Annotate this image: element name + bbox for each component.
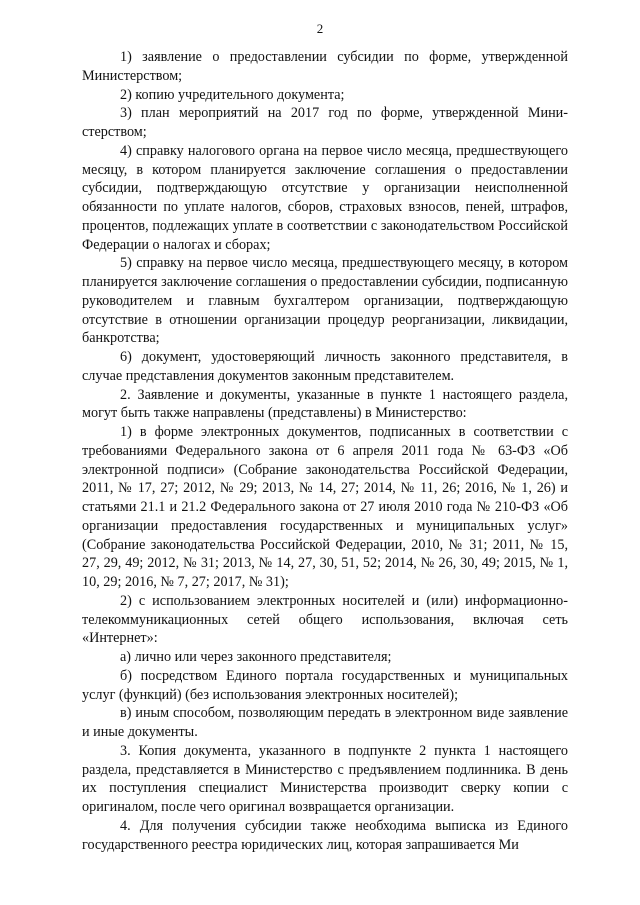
paragraph-section-2-item-2: 2) с использованием электронных носителей и (или) информационно-телекоммуникационных сетей общего использования, включая сеть «Интернет»: xyxy=(82,592,568,647)
paragraph-item-3: 3) план мероприятий на 2017 год по форме, утвержденной Министерством; xyxy=(82,105,568,140)
paragraph-item-6: 6) документ, удостоверяющий личность законного представителя, в случае представления документов законным представителем. xyxy=(82,349,568,384)
paragraph-item-1: 1) заявление о предоставлении субсидии по форме, утвержденной Министерством; xyxy=(82,49,568,84)
paragraph-item-4: 4) справку налогового органа на первое число месяца, предшествующего месяцу, в котором планируется заключение соглашения о предоставлении субсидии, подтверждающую отсутствие у организации неисполненной обязанности по уплате налогов, сборов, страховых взносов, пеней, штрафов, процентов, подлежащих уплате в соответствии с законодательством Российской Федерации о налогах и сборах; xyxy=(82,142,568,253)
paragraph-section-3: 3. Копия документа, указанного в подпункте 2 пункта 1 настоящего раздела, представляется в Министерство с предъявлением подлинника. В день их поступления специалист Министерства производит сверку копии с оригиналом, после чего оригинал возвращается организации. xyxy=(82,742,568,815)
paragraph-subitem-b: б) посредством Единого портала государственных и муниципальных услуг (функций) (без использования электронных носителей); xyxy=(82,667,568,703)
paragraph-item-2: 2) копию учредительного документа; xyxy=(120,86,345,103)
paragraph-section-2: 2. Заявление и документы, указанные в пункте 1 настоящего раздела, могут быть также направлены (представлены) в Министерство: xyxy=(82,386,568,422)
paragraph-subitem-a: а) лично или через законного представителя; xyxy=(120,649,392,665)
paragraph-subitem-v: в) иным способом, позволяющим передать в электронном виде заявление и иные документы. xyxy=(82,705,568,740)
document-body xyxy=(82,48,568,854)
paragraph-section-2-item-1: 1) в форме электронных документов, подписанных в соответствии с требованиями Федерального закона от 6 апреля 2011 года № 63-ФЗ «Об электронной подписи» (Собрание законодательства Российской Федерации, 2011, № 17, 27; 2012, № 29; 2013, № 14, 27; 2014, № 11, 26; 2016, № 1, 26) и статьями 21.1 и 21.2 Федерального закона от 27 июля 2010 года № 210-ФЗ «Об организации предоставления государственных и муниципальных услуг» (Собрание законодательства Российской Федерации, 2010, № 31; 2011, № 15, 27, 29, 49; 2012, № 31; 2013, № 14, 27, 30, 51, 52; 2014, № 26, 30, 49; 2015, № 1, 10, 29; 2016, № 7, 27; 2017, № 31); xyxy=(82,424,568,590)
paragraph-section-4: 4. Для получения субсидии также необходима выписка из Единого государственного реестра юридических лиц, которая запрашивается Ми xyxy=(82,817,568,853)
paragraph-item-5: 5) справку на первое число месяца, предшествующего месяцу, в котором планируется заключение соглашения о предоставлении субсидии, подписанную руководителем и главным бухгалтером организации, подтверждающую отсутствие в отношении организации процедур реорганизации, ликвидации, банкротства; xyxy=(82,255,568,347)
page-number: 2 xyxy=(316,21,324,36)
